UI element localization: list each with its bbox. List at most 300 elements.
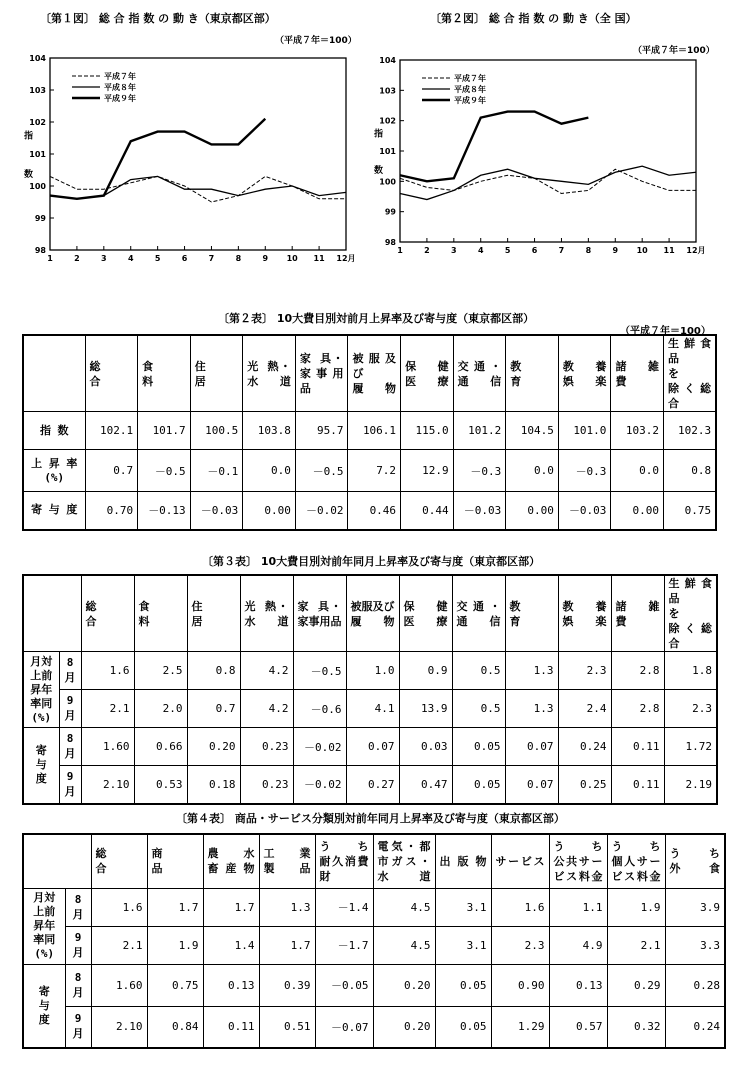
chart1-xtick-label: 9: [262, 254, 269, 263]
chart2-ytick-label: 98: [384, 238, 396, 247]
chart1-xtick-label: 7: [208, 254, 215, 263]
table4-group-label-text: 昇年: [33, 919, 56, 932]
table2-value-cell: －0.5: [138, 450, 191, 492]
table3-group-label: [23, 652, 59, 728]
table4-value-cell: 0.05: [435, 964, 491, 1006]
table4-group-label-text: 与: [38, 998, 50, 1012]
table2-value-cell: 115.0: [401, 412, 454, 450]
table4-value-cell: －0.05: [315, 964, 373, 1006]
table2-header-cell-text: 食: [142, 359, 154, 373]
table2-header-cell: [138, 335, 191, 412]
table3-value-cell: 2.8: [611, 652, 664, 690]
table3-value-cell: 2.19: [664, 766, 717, 804]
table3-value-cell: 0.9: [399, 652, 452, 690]
table4-header-cell: [315, 834, 373, 888]
table2-header-cell-text: を: [668, 367, 680, 380]
chart2-xtick-label: 5: [504, 246, 511, 255]
table3-group-label-text: 上前: [30, 668, 53, 682]
table4-value-cell: 0.13: [549, 964, 607, 1006]
table2-header-cell-text: 交通・: [457, 359, 502, 373]
table3-header-cell: [293, 575, 346, 652]
table4-value-cell: 0.51: [259, 1006, 315, 1048]
table-row: [23, 964, 725, 1006]
table2-value-cell: 0.7: [85, 450, 138, 492]
table3-value-cell: 2.8: [611, 690, 664, 728]
chart1-plot: [0, 44, 360, 272]
table3-value-cell: 0.07: [505, 766, 558, 804]
table4-header-cell-text: 工 業: [263, 847, 311, 861]
table4-value-cell: 0.90: [491, 964, 549, 1006]
table2-value-cell: 102.3: [664, 412, 717, 450]
table2-value-cell: 7.2: [348, 450, 401, 492]
table4-value-cell: 1.6: [491, 888, 549, 926]
chart1-xtick-label: 11: [313, 254, 325, 263]
table3-header-cell-text: 食: [138, 599, 150, 613]
table3-value-cell: 0.53: [134, 766, 187, 804]
table3-header-cell: [611, 575, 664, 652]
table3-value-cell: 0.20: [187, 728, 240, 766]
table2-value-cell: 106.1: [348, 412, 401, 450]
chart2-ytick-label: 104: [379, 56, 396, 65]
table2-header-cell: [611, 335, 664, 412]
table4-value-cell: 4.5: [373, 888, 435, 926]
table3-group-label-text: 昇年: [30, 682, 53, 696]
table3-header-cell-text: 通 信: [456, 614, 501, 628]
chart1-legend-label: 平成９年: [104, 94, 136, 103]
table3-value-cell: －0.6: [293, 690, 346, 728]
table4-value-cell: －1.7: [315, 926, 373, 964]
table3-value-cell: 2.3: [558, 652, 611, 690]
chart2-xtick-label: 2: [424, 246, 430, 255]
table4-header-cell-text: ビス料金: [553, 869, 603, 883]
chart1-xtick-label: 12月: [336, 254, 356, 263]
chart1-legend-label: 平成８年: [104, 83, 136, 92]
table3-title: 〔第３表〕 10大費目別対前年同月上昇率及び寄与度（東京都区部）: [202, 555, 541, 568]
table4-header-cell-text: 電気・都: [377, 839, 431, 853]
table4-header-cell: [491, 834, 549, 888]
table3-value-cell: 2.5: [134, 652, 187, 690]
table2-value-cell: －0.1: [190, 450, 243, 492]
table4-header-cell: [435, 834, 491, 888]
table4-header-cell-text: 総: [95, 847, 107, 861]
table3-value-cell: 2.10: [81, 766, 134, 804]
table2-header-cell: [295, 335, 348, 412]
table4-value-cell: 0.39: [259, 964, 315, 1006]
chart2-xtick-label: 9: [612, 246, 619, 255]
table4-title: 〔第４表〕 商品・サービス分類別対前年同月上昇率及び寄与度（東京都区部）: [176, 812, 565, 825]
table2-header-cell-text: 水 道: [247, 374, 291, 388]
table3-value-cell: 2.3: [664, 690, 717, 728]
table4-month-cell: 9月: [65, 1006, 91, 1048]
table4-group-label-text: 月対: [33, 891, 56, 904]
table3-value-cell: 1.3: [505, 652, 558, 690]
table2-header-cell: [453, 335, 506, 412]
table-row: [23, 450, 716, 492]
table4-group-label: [23, 964, 65, 1048]
table4-header-cell-text: 合: [95, 862, 107, 876]
chart2-xtick-label: 4: [477, 246, 484, 255]
table2-row-label: [23, 492, 85, 530]
table4-header-cell-text: 耐久消費財: [319, 854, 369, 883]
chart2-series-2: [400, 166, 696, 199]
table3-group-label-text: 寄: [35, 744, 47, 758]
table4-header-cell: [91, 834, 147, 888]
table4-header-cell: [147, 834, 203, 888]
table4-value-cell: 3.1: [435, 888, 491, 926]
table3-value-cell: －0.02: [293, 766, 346, 804]
chart1-xtick-label: 10: [286, 254, 298, 263]
table4-value-cell: 0.20: [373, 1006, 435, 1048]
chart1-ytick-label: 102: [29, 118, 46, 127]
chart1-legend-label: 平成７年: [104, 72, 136, 81]
table3-header-cell: [240, 575, 293, 652]
table3-value-cell: 0.05: [452, 766, 505, 804]
table2-title: 〔第２表〕 10大費目別対前月上昇率及び寄与度（東京都区部）: [218, 312, 535, 325]
table2-value-cell: 100.5: [190, 412, 243, 450]
table4-value-cell: 0.11: [203, 1006, 259, 1048]
table4-header-cell-text: 水 道: [377, 869, 431, 883]
table3-header-cell-text: 除く総合: [668, 622, 712, 650]
table2-value-cell: 103.2: [611, 412, 664, 450]
table4-value-cell: 0.57: [549, 1006, 607, 1048]
table3-value-cell: 1.8: [664, 652, 717, 690]
table2-header-cell-text: 通 信: [457, 374, 502, 388]
table2-header-cell-text: 履 物: [352, 382, 397, 395]
table3-header-cell-text: 育: [509, 614, 521, 628]
table3-value-cell: －0.02: [293, 728, 346, 766]
chart2-xtick-label: 10: [636, 246, 648, 255]
table2-header-cell: [401, 335, 454, 412]
chart2-xtick-label: 6: [531, 246, 538, 255]
table3-header-cell: [81, 575, 134, 652]
table2-header-cell: [558, 335, 611, 412]
table3-header-cell-text: 合: [85, 614, 97, 628]
table2-row-label: [23, 450, 85, 492]
table3-header-cell-text: 水 道: [244, 614, 289, 628]
table3-value-cell: 0.66: [134, 728, 187, 766]
table3-header-cell-text: 居: [191, 614, 203, 628]
chart1-ylabel-1: 指: [24, 131, 34, 142]
chart1-ytick-label: 100: [29, 182, 46, 191]
chart2-ytick-label: 102: [379, 116, 396, 126]
table2-header-cell-text: 家事用品: [299, 367, 344, 395]
table3-header-cell-text: 保 健: [403, 599, 448, 613]
table3-value-cell: 0.07: [346, 728, 399, 766]
table2-value-cell: 101.0: [558, 412, 611, 450]
table4-header-cell-text: 出 版 物: [439, 854, 487, 868]
table3-header-cell: [134, 575, 187, 652]
table4-header-cell-text: ビス料金: [611, 869, 661, 883]
chart2-ytick-label: 103: [379, 86, 396, 96]
table3-header-cell: [452, 575, 505, 652]
chart1-xtick-label: 1: [47, 254, 53, 263]
table3-group-label-text: 与: [35, 758, 47, 772]
table3-value-cell: 1.6: [81, 652, 134, 690]
chart2-xtick-label: 8: [585, 246, 592, 255]
table4-value-cell: 1.7: [203, 888, 259, 926]
table4-value-cell: 4.5: [373, 926, 435, 964]
table2-value-cell: 102.1: [85, 412, 138, 450]
chart1-ylabel-2: 数: [24, 170, 34, 181]
table2-value-cell: －0.5: [295, 450, 348, 492]
table3: [22, 574, 718, 805]
table3-value-cell: 0.23: [240, 728, 293, 766]
chart1-xtick-label: 8: [235, 254, 242, 263]
table3-value-cell: 1.3: [505, 690, 558, 728]
table3-value-cell: 2.4: [558, 690, 611, 728]
table2-value-cell: 101.7: [138, 412, 191, 450]
table2-value-cell: －0.02: [295, 492, 348, 530]
table4-value-cell: 1.9: [607, 888, 665, 926]
table-row: [23, 492, 716, 530]
table2-header-cell: [85, 335, 138, 412]
chart2-xtick-label: 12月: [686, 246, 706, 255]
table2-header-cell-text: 被服及び: [352, 352, 397, 380]
table3-value-cell: 0.11: [611, 766, 664, 804]
table4-value-cell: 1.9: [147, 926, 203, 964]
table4-header-cell-text: う ち: [553, 839, 603, 853]
table3-header-cell-text: 総: [85, 599, 97, 613]
table4-header-cell: [259, 834, 315, 888]
table4-value-cell: 0.84: [147, 1006, 203, 1048]
table2-value-cell: 0.75: [664, 492, 717, 530]
table4-header-cell-text: う ち: [669, 847, 720, 861]
table4-value-cell: 0.75: [147, 964, 203, 1006]
table3-value-cell: 0.24: [558, 728, 611, 766]
table2-value-cell: 0.00: [611, 492, 664, 530]
table2-header-cell: [243, 335, 296, 412]
table4-group-label-text: 度: [38, 1012, 50, 1026]
chart2-title: 〔第２図〕 総 合 指 数 の 動 き（全 国）: [430, 12, 637, 25]
table3-month-cell: 8月: [59, 728, 81, 766]
table2-row-label-text: 寄 与 度: [31, 503, 78, 517]
table2: [22, 334, 717, 531]
table3-header-cell-text: 家 具・: [297, 599, 342, 613]
table2-header-cell-text: 居: [194, 374, 206, 388]
chart2-ylabel-1: 指: [374, 129, 384, 140]
table4-header-cell: [373, 834, 435, 888]
chart2-ytick-label: 99: [384, 207, 396, 217]
table4-value-cell: 1.1: [549, 888, 607, 926]
chart2-base-note: （平成７年＝100）: [633, 46, 715, 56]
table3-header-cell-text: 履 物: [350, 614, 395, 628]
table2-value-cell: －0.03: [558, 492, 611, 530]
table4-value-cell: 2.3: [491, 926, 549, 964]
chart1-base-note: （平成７年＝100）: [275, 36, 357, 46]
table3-value-cell: 13.9: [399, 690, 452, 728]
table3-header-cell: [505, 575, 558, 652]
table4-value-cell: 0.13: [203, 964, 259, 1006]
table4-value-cell: 1.60: [91, 964, 147, 1006]
chart2-legend-label: 平成８年: [454, 85, 486, 94]
table3-value-cell: 0.25: [558, 766, 611, 804]
table2-header-cell-text: 家 具・: [299, 352, 344, 365]
table4-group-label-text: 上前: [33, 905, 56, 918]
table2-header-cell-text: 娯 楽: [562, 374, 607, 388]
table4-header-cell-text: 外 食: [669, 862, 720, 876]
table3-header-cell: [399, 575, 452, 652]
table4-value-cell: 2.10: [91, 1006, 147, 1048]
table4-value-cell: 0.24: [665, 1006, 725, 1048]
chart2-ytick-label: 100: [379, 177, 396, 187]
table2-value-cell: －0.3: [558, 450, 611, 492]
table3-value-cell: 0.07: [505, 728, 558, 766]
table3-header-cell: [346, 575, 399, 652]
table4-header-cell-text: 製 品: [263, 862, 311, 876]
table4-value-cell: 0.29: [607, 964, 665, 1006]
chart2-xtick-label: 7: [558, 246, 565, 255]
table3-value-cell: 2.0: [134, 690, 187, 728]
table2-value-cell: 0.0: [611, 450, 664, 492]
table4-header-cell: [549, 834, 607, 888]
chart1-xtick-label: 3: [101, 254, 107, 263]
table2-value-cell: －0.13: [138, 492, 191, 530]
table3-header-cell-text: 生鮮食品: [668, 577, 712, 605]
table4-value-cell: 4.9: [549, 926, 607, 964]
table-row: [23, 412, 716, 450]
chart1-ytick-label: 101: [29, 150, 46, 159]
table4-value-cell: 1.7: [147, 888, 203, 926]
table3-value-cell: 0.27: [346, 766, 399, 804]
table3-header-cell-text: 料: [138, 614, 150, 628]
table3-value-cell: 2.1: [81, 690, 134, 728]
table2-header-cell-text: 料: [142, 374, 154, 388]
table4-header-cell-text: サービス: [495, 854, 545, 868]
table2-value-cell: 0.00: [506, 492, 559, 530]
table2-header-cell-text: 諸 雑 費: [615, 359, 660, 388]
table-row: [23, 926, 725, 964]
table3-value-cell: 4.2: [240, 690, 293, 728]
table4-month-cell: 8月: [65, 964, 91, 1006]
table2-header-cell: [348, 335, 401, 412]
table3-corner-cell: [23, 575, 81, 652]
table2-header-cell-text: 保 健: [405, 359, 449, 373]
table3-value-cell: －0.5: [293, 652, 346, 690]
table4-value-cell: 2.1: [91, 926, 147, 964]
table2-row-label-text: 上 昇 率: [31, 456, 78, 470]
table2-base-note: （平成７年＝100）: [620, 326, 711, 337]
table3-group-label-text: 率同: [30, 696, 53, 710]
table2-header-cell: [506, 335, 559, 412]
table3-header-cell-text: 医 療: [403, 614, 448, 628]
table2-header-cell-text: 除く総合: [668, 382, 712, 410]
table3-value-cell: 0.05: [452, 728, 505, 766]
table3-header-cell-text: 諸 雑 費: [615, 599, 660, 628]
table4: [22, 833, 726, 1049]
chart2-ytick-label: 101: [379, 147, 396, 156]
chart1-ytick-label: 104: [29, 54, 46, 63]
table4-header-cell-text: 畜 産 物: [207, 862, 255, 876]
table4-value-cell: 2.1: [607, 926, 665, 964]
table3-value-cell: 0.23: [240, 766, 293, 804]
table3-value-cell: 4.1: [346, 690, 399, 728]
table4-header-cell-text: 品: [151, 862, 163, 876]
table4-header-cell: [665, 834, 725, 888]
table4-header-cell: [203, 834, 259, 888]
table4-header-cell-text: 農 水: [207, 847, 255, 861]
chart2-xtick-label: 1: [397, 246, 403, 255]
table4-header-cell-text: う ち: [611, 839, 661, 853]
table3-header-cell-text: 交通・: [456, 599, 501, 613]
chart2-series-3: [400, 112, 588, 182]
table3-header-cell-text: 家事用品: [297, 614, 342, 628]
table3-value-cell: 0.8: [187, 652, 240, 690]
table3-group-label-text: 度: [35, 772, 47, 786]
table2-value-cell: 0.00: [243, 492, 296, 530]
table3-month-cell: 8月: [59, 652, 81, 690]
table4-value-cell: 3.3: [665, 926, 725, 964]
table3-group-label: [23, 728, 59, 804]
table2-header-cell-text: 光 熱・: [247, 359, 291, 373]
table2-header-cell-text: 住: [194, 359, 206, 373]
table3-header-cell-text: を: [668, 607, 680, 620]
table3-header-cell: [187, 575, 240, 652]
table2-value-cell: －0.3: [453, 450, 506, 492]
table2-value-cell: －0.03: [190, 492, 243, 530]
table4-value-cell: 1.3: [259, 888, 315, 926]
table3-header-cell-text: 光 熱・: [244, 599, 289, 613]
table3-value-cell: 0.7: [187, 690, 240, 728]
table3-value-cell: 1.72: [664, 728, 717, 766]
chart2-legend-label: 平成７年: [454, 74, 486, 83]
table4-value-cell: 1.6: [91, 888, 147, 926]
table3-header-cell-text: 住: [191, 599, 203, 613]
table2-value-cell: 0.0: [506, 450, 559, 492]
table2-value-cell: 101.2: [453, 412, 506, 450]
table2-header-row: [23, 335, 716, 412]
table2-row-label-text: (%): [44, 470, 65, 484]
table3-header-cell-text: 教 養: [562, 599, 607, 613]
table3-header-cell-text: 教: [509, 599, 521, 613]
table3-header-cell: [664, 575, 717, 652]
table4-value-cell: －1.4: [315, 888, 373, 926]
chart1-xtick-label: 6: [181, 254, 188, 263]
table4-month-cell: 9月: [65, 926, 91, 964]
table4-header-cell-text: う ち: [319, 839, 369, 853]
table4-group-label-text: (%): [34, 947, 55, 960]
table4-header-cell-text: 公共サー: [553, 854, 603, 868]
chart2-plot: [368, 52, 728, 262]
table2-header-cell-text: 教: [510, 359, 522, 373]
table4-value-cell: 0.32: [607, 1006, 665, 1048]
table-row: [23, 652, 717, 690]
chart1-series-3: [50, 119, 265, 199]
chart1-ytick-label: 103: [29, 86, 46, 95]
chart2-xtick-label: 3: [451, 246, 457, 255]
table4-value-cell: 1.4: [203, 926, 259, 964]
table3-value-cell: 0.5: [452, 652, 505, 690]
table4-group-label: [23, 888, 65, 964]
table2-value-cell: 95.7: [295, 412, 348, 450]
table2-value-cell: －0.03: [453, 492, 506, 530]
table2-header-cell-text: 生鮮食品: [668, 337, 712, 365]
table2-header-cell-text: 育: [510, 374, 522, 388]
table3-group-label-text: 月対: [30, 654, 53, 668]
table2-value-cell: 0.0: [243, 450, 296, 492]
table4-header-cell-text: 個人サー: [611, 854, 661, 868]
chart1-ytick-label: 99: [34, 214, 46, 223]
table2-header-cell-text: 総: [89, 359, 101, 373]
table4-group-label-text: 寄: [38, 984, 50, 998]
table4-corner-cell: [23, 834, 91, 888]
table2-value-cell: 0.8: [664, 450, 717, 492]
table4-header-cell: [607, 834, 665, 888]
chart2-xtick-label: 11: [663, 246, 675, 255]
table2-value-cell: 103.8: [243, 412, 296, 450]
table4-header-row: [23, 834, 725, 888]
table4-value-cell: －0.07: [315, 1006, 373, 1048]
table3-value-cell: 0.11: [611, 728, 664, 766]
